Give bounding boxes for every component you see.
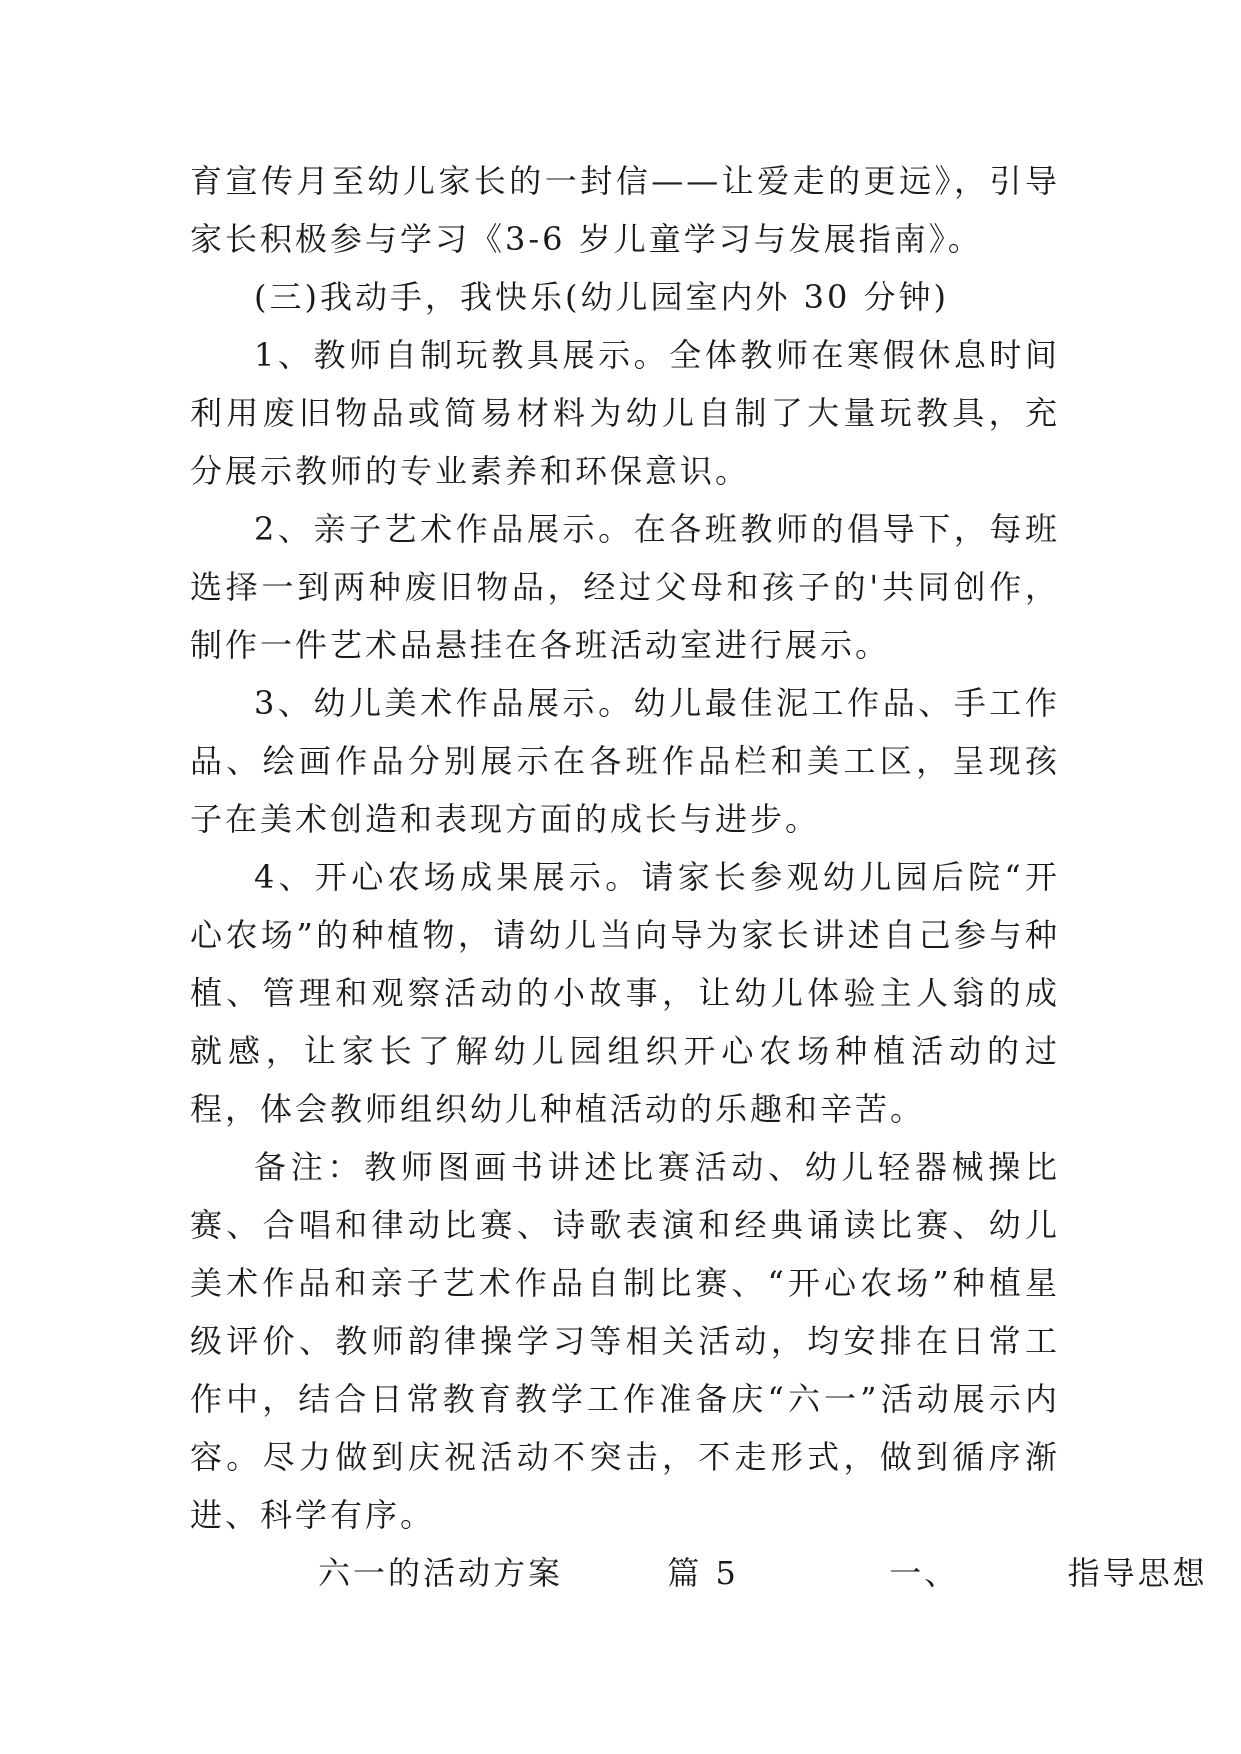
paragraph: 1、教师自制玩教具展示。全体教师在寒假休息时间利用废旧物品或简易材料为幼儿自制了大量玩教具，充分展示教师的专业素养和环保意识。: [190, 336, 1060, 490]
paragraph: 4、开心农场成果展示。请家长参观幼儿园后院“开心农场”的种植物，请幼儿当向导为家长讲述自己参与种植、管理和观察活动的小故事，让幼儿体验主人翁的成就感，让家长了解幼儿园组织开心农场种植活动的过程，体会教师组织幼儿种植活动的乐趣和辛苦。: [190, 858, 1060, 1128]
section-number: 篇 5: [667, 1554, 739, 1592]
paragraph: 2、亲子艺术作品展示。在各班教师的倡导下，每班选择一到两种废旧物品，经过父母和孩子的'共同创作，制作一件艺术品悬挂在各班活动室进行展示。: [190, 510, 1060, 664]
document-body: [190, 152, 1208, 1602]
next-section-line: [190, 1544, 1208, 1602]
paragraph: 3、幼儿美术作品展示。幼儿最佳泥工作品、手工作品、绘画作品分别展示在各班作品栏和美工区，呈现孩子在美术创造和表现方面的成长与进步。: [190, 684, 1060, 838]
note-paragraph: 备注：教师图画书讲述比赛活动、幼儿轻器械操比赛、合唱和律动比赛、诗歌表演和经典诵读比赛、幼儿美术作品和亲子艺术作品自制比赛、“开心农场”种植星级评价、教师韵律操学习等相关活动，均安排在日常工作中，结合日常教育教学工作准备庆“六一”活动展示内容。尽力做到庆祝活动不突击，不走形式，做到循序渐进、科学有序。: [190, 1148, 1060, 1534]
heading-number: 一、: [889, 1554, 960, 1592]
heading-title: 指导思想: [1067, 1554, 1208, 1592]
paragraph: 育宣传月至幼儿家长的一封信——让爱走的更远》，引导家长积极参与学习《3-6 岁儿童学习与发展指南》。: [190, 162, 1060, 258]
section-heading: (三)我动手，我快乐(幼儿园室内外 30 分钟): [254, 278, 950, 316]
plan-title: 六一的活动方案: [318, 1554, 564, 1592]
